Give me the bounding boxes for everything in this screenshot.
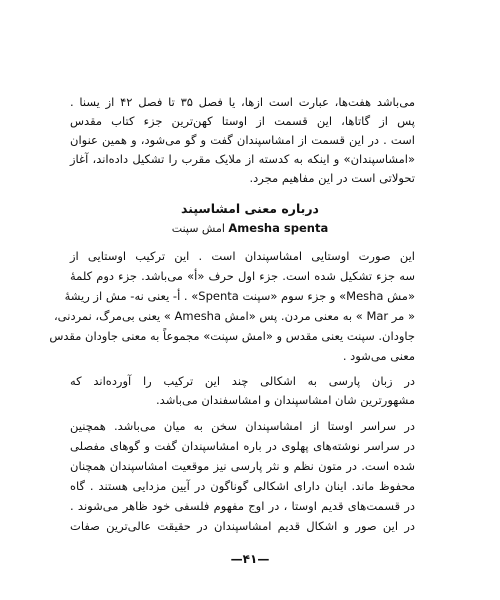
paragraph-2-line-2: سه جزء تشکیل شده است. جزء اول حرف «أ» می‌باشد. جزء دوم کلمهٔ: [70, 269, 415, 283]
paragraph-1-line-3: است . در این قسمت از امشاسپندان گفت و گو می‌شود، و همین عنوان: [70, 133, 415, 147]
subheading-latin: Amesha spenta: [228, 221, 329, 235]
paragraph-3-line-2: مشهورترین شان امشاسپندان و امشاسفندان می‌باشد.: [156, 393, 415, 407]
paragraph-2-line-1: این صورت اوستایی امشاسپندان است . این ترکیب اوستایی از: [70, 249, 415, 263]
paragraph-4-line-4: محفوظ ماند. اینان دارای اشکالی گوناگون در آیین مزدایی هستند . گاه: [70, 479, 415, 493]
section-subheading: [0, 220, 500, 237]
paragraph-2-line-6: معنی می‌شود .: [342, 349, 415, 363]
paragraph-2-line-5: جاودان. سپنت یعنی مقدس و «امش سپنت» مجموعاً به معنی جاودان مقدس: [49, 329, 415, 343]
paragraph-1-line-4: «امشاسپندان» و اینکه به کدسته از ملایک مقرب را تشکیل داده‌اند، آغاز: [70, 152, 415, 166]
paragraph-3-line-1: در زبان پارسی به اشکالی چند این ترکیب را آورده‌اند که: [70, 374, 415, 388]
paragraph-2-line-4: « مر Mar » به معنی مردن. پس «امش Amesha » یعنی بی‌مرگ، نمردنی،: [53, 309, 415, 323]
subheading-persian: امش سپنت: [171, 222, 225, 235]
section-heading: درباره معنی امشاسپند: [181, 201, 319, 216]
paragraph-1-line-1: می‌باشد هفت‌ها، عبارت است از‌ها، یا فصل ۳۵ تا فصل ۴۲ از یسنا .: [70, 95, 415, 109]
paragraph-4-line-1: در سراسر اوستا از امشاسپندان سخن به میان می‌باشد. همچنین: [70, 419, 415, 433]
paragraph-4-line-2: در سراسر نوشته‌های پهلوی در باره امشاسپندان گفت و گوهای مفصلی: [70, 439, 415, 453]
paragraph-1-line-5: تحولاتی است در این مفاهیم مجرد.: [249, 171, 415, 185]
page-number: —۴۱—: [230, 552, 270, 566]
paragraph-4-line-5: در قسمت‌های قدیم اوستا ، در اوج مفهوم فلسفی خود ظاهر می‌شوند .: [70, 499, 415, 513]
paragraph-2-line-3: «مش Mesha» و جزء سوم «سپنت Spenta» . أ- یعنی نه- مش از ریشهٔ: [64, 289, 415, 303]
paragraph-4-line-3: شده است. در متون نظم و نثر پارسی نیز موقعیت امشاسپندان همچنان: [70, 459, 415, 473]
paragraph-1-line-2: پس از گاتاها، این قسمت از اوستا کهن‌ترین جزء کتاب مقدس: [70, 114, 415, 128]
paragraph-4-line-6: در این صور و اشکال قدیم امشاسپندان در حقیقت عالی‌ترین صفات: [70, 519, 415, 533]
